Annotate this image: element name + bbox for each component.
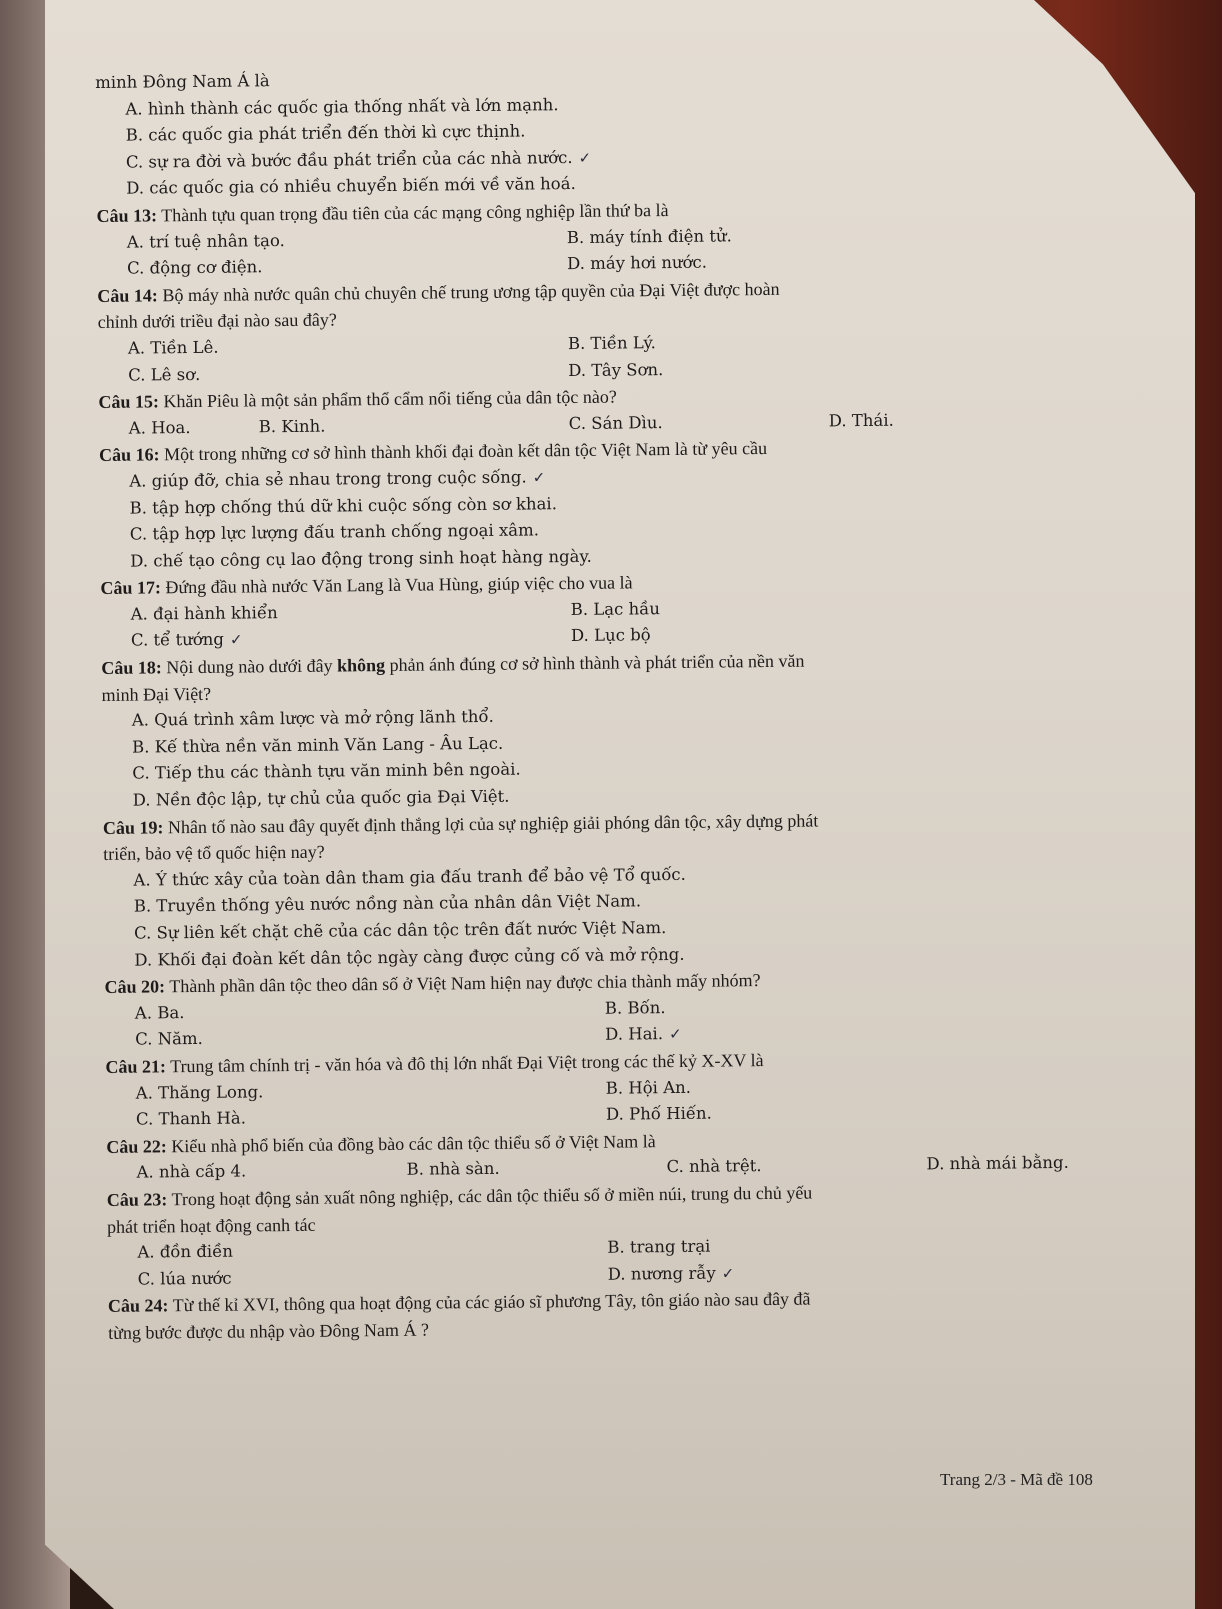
- question-text-continued: từng bước được du nhập vào Đông Nam Á ?: [108, 1319, 430, 1343]
- option-a: A. Ý thức xây của toàn dân tham gia đấu tranh để bảo vệ Tổ quốc.: [133, 864, 686, 890]
- option-b: B. Hội An.: [605, 1077, 692, 1098]
- option-text: C. tể tướng: [130, 630, 225, 651]
- option-d: D. Nền độc lập, tự chủ của quốc gia Đại Việt.: [132, 786, 510, 810]
- question-label: Câu 14:: [97, 285, 158, 306]
- option-c: C. Sán Dìu.: [568, 412, 663, 433]
- option-b: B. Lạc hầu: [570, 598, 661, 619]
- exam-text: [95, 59, 1198, 1347]
- option-a: A. đại hành khiển: [130, 602, 278, 624]
- option-b: B. nhà sàn.: [406, 1159, 500, 1180]
- question-label: Câu 21:: [105, 1056, 167, 1077]
- option-d: D. Lục bộ: [570, 625, 651, 646]
- option-a: A. trí tuệ nhân tạo.: [126, 230, 285, 252]
- question-text: Đứng đầu nhà nước Văn Lang là Vua Hùng, giúp việc cho vua là: [165, 572, 633, 598]
- text-line: minh Đông Nam Á là: [95, 71, 270, 92]
- option-d: [605, 1021, 682, 1048]
- question-label: Câu 17:: [100, 577, 162, 599]
- question-text: Trong hoạt động sản xuất nông nghiệp, các dân tộc thiểu số ở miền núi, trung du chủ yếu: [171, 1182, 813, 1210]
- question-label: Câu 18:: [101, 657, 162, 679]
- option-d: D. Khối đại đoàn kết dân tộc ngày càng được củng cố và mở rộng.: [134, 944, 685, 970]
- option-b: B. Kế thừa nền văn minh Văn Lang - Âu Lạc.: [131, 733, 504, 757]
- question-text-continued: phát triển hoạt động canh tác: [107, 1214, 316, 1237]
- option-c: C. lúa nước: [137, 1268, 232, 1289]
- question-label: Câu 13:: [96, 205, 158, 226]
- question-label: Câu 15:: [98, 391, 160, 413]
- question-label: Câu 19:: [102, 816, 164, 838]
- option-c: C. Thanh Hà.: [135, 1108, 247, 1129]
- check-mark-icon: ✓: [229, 630, 243, 650]
- option-b: B. Tiền Lý.: [567, 333, 656, 353]
- question-text-continued: triển, bảo vệ tổ quốc hiện nay?: [103, 841, 325, 865]
- option-b: B. Truyền thống yêu nước nồng nàn của nhân dân Việt Nam.: [133, 891, 642, 917]
- option-c: C. Năm.: [135, 1029, 203, 1050]
- question-text: Kiểu nhà phổ biến của đồng bào các dân tộc thiểu số ở Việt Nam là: [171, 1130, 656, 1157]
- option-d: D. Phố Hiến.: [605, 1103, 712, 1124]
- question-text: Thành phần dân tộc theo dân số ở Việt Nam hiện nay được chia thành mấy nhóm?: [169, 970, 761, 997]
- option-c: C. Tiếp thu các thành tựu văn minh bên ngoài.: [132, 760, 521, 784]
- question-text: Thành tựu quan trọng đầu tiên của các mạng công nghiệp lần thứ ba là: [161, 199, 669, 226]
- option-c: C. nhà trệt.: [666, 1156, 762, 1177]
- option-b: B. các quốc gia phát triển đến thời kì cực thịnh.: [125, 121, 526, 145]
- question-text: phản ánh đúng cơ sở hình thành và phát triển của nền văn: [389, 650, 805, 676]
- option-c: C. Sự liên kết chặt chẽ của các dân tộc trên đất nước Việt Nam.: [133, 918, 667, 943]
- option-b: B. Kinh.: [258, 416, 326, 437]
- question-text: Nhân tố nào sau đây quyết định thắng lợi của sự nghiệp giải phóng dân tộc, xây dựng phát: [167, 810, 819, 837]
- option-d: D. máy hơi nước.: [566, 252, 708, 274]
- option-text: D. nương rẫy: [607, 1263, 716, 1284]
- option-c: C. động cơ điện.: [126, 257, 263, 278]
- option-d: D. Thái.: [828, 410, 894, 431]
- page-footer: Trang 2/3 - Mã đề 108: [940, 1470, 1093, 1489]
- option-d: D. các quốc gia có nhiều chuyển biến mới về văn hoá.: [126, 174, 576, 199]
- question-text-continued: chỉnh dưới triều đại nào sau đây?: [97, 309, 337, 333]
- question-text: Khăn Piêu là một sản phẩm thổ cẩm nổi tiếng của dân tộc nào?: [163, 386, 617, 412]
- option-a: A. nhà cấp 4.: [136, 1161, 247, 1182]
- option-text: A. giúp đỡ, chia sẻ nhau trong trong cuộc sống.: [129, 467, 527, 491]
- question-label: Câu 20:: [104, 976, 166, 998]
- question-label: Câu 22:: [106, 1136, 167, 1157]
- check-mark-icon: ✓: [668, 1025, 682, 1044]
- option-text: C. sự ra đời và bước đầu phát triển của các nhà nước.: [125, 147, 573, 172]
- option-c: C. Lê sơ.: [128, 364, 201, 385]
- question-label: Câu 16:: [98, 444, 160, 466]
- question-text: Một trong những cơ sở hình thành khối đại đoàn kết dân tộc Việt Nam là từ yêu cầu: [163, 438, 768, 465]
- option-a: A. Thăng Long.: [135, 1081, 264, 1103]
- option-d: D. Tây Sơn.: [568, 359, 664, 380]
- option-b: B. Bốn.: [604, 997, 666, 1018]
- option-c: C. tập hợp lực lượng đấu tranh chống ngoại xâm.: [129, 520, 540, 544]
- check-mark-icon: ✓: [578, 148, 592, 167]
- option-a: A. Quá trình xâm lược và mở rộng lãnh thổ.: [131, 707, 494, 730]
- question-text: Từ thế kỉ XVI, thông qua hoạt động của các giáo sĩ phương Tây, tôn giáo nào sau đây đã: [172, 1288, 811, 1316]
- option-a: A. Tiền Lê.: [127, 337, 219, 358]
- option-a: A. đồn điền: [137, 1241, 234, 1262]
- question-emphasis: không: [336, 655, 386, 676]
- option-a: A. Ba.: [134, 1002, 185, 1023]
- option-d: D. nhà mái bằng.: [926, 1153, 1069, 1174]
- question-text: Nội dung nào dưới đây: [166, 655, 333, 678]
- question-label: Câu 23:: [106, 1189, 168, 1210]
- option-b: B. máy tính điện tử.: [566, 225, 732, 247]
- question-text: Trung tâm chính trị - văn hóa và đô thị lớn nhất Đại Việt trong các thế kỷ X-XV là: [170, 1050, 764, 1077]
- check-mark-icon: ✓: [532, 468, 546, 487]
- check-mark-icon: ✓: [721, 1264, 735, 1283]
- option-text: D. Hai.: [605, 1024, 664, 1045]
- option-b: B. trang trại: [607, 1236, 711, 1257]
- question-text-continued: minh Đại Việt?: [101, 683, 212, 705]
- option-a: A. Hoa.: [128, 417, 191, 438]
- option-b: B. tập hợp chống thú dữ khi cuộc sống còn sơ khai.: [129, 493, 557, 518]
- option-d: D. chế tạo công cụ lao động trong sinh hoạt hàng ngày.: [130, 546, 592, 571]
- option-d: [608, 1260, 735, 1288]
- question-text: Bộ máy nhà nước quân chủ chuyên chế trung ương tập quyền của Đại Việt được hoàn: [162, 278, 780, 306]
- option-a: A. hình thành các quốc gia thống nhất và lớn mạnh.: [125, 94, 559, 119]
- question-label: Câu 24:: [107, 1295, 169, 1317]
